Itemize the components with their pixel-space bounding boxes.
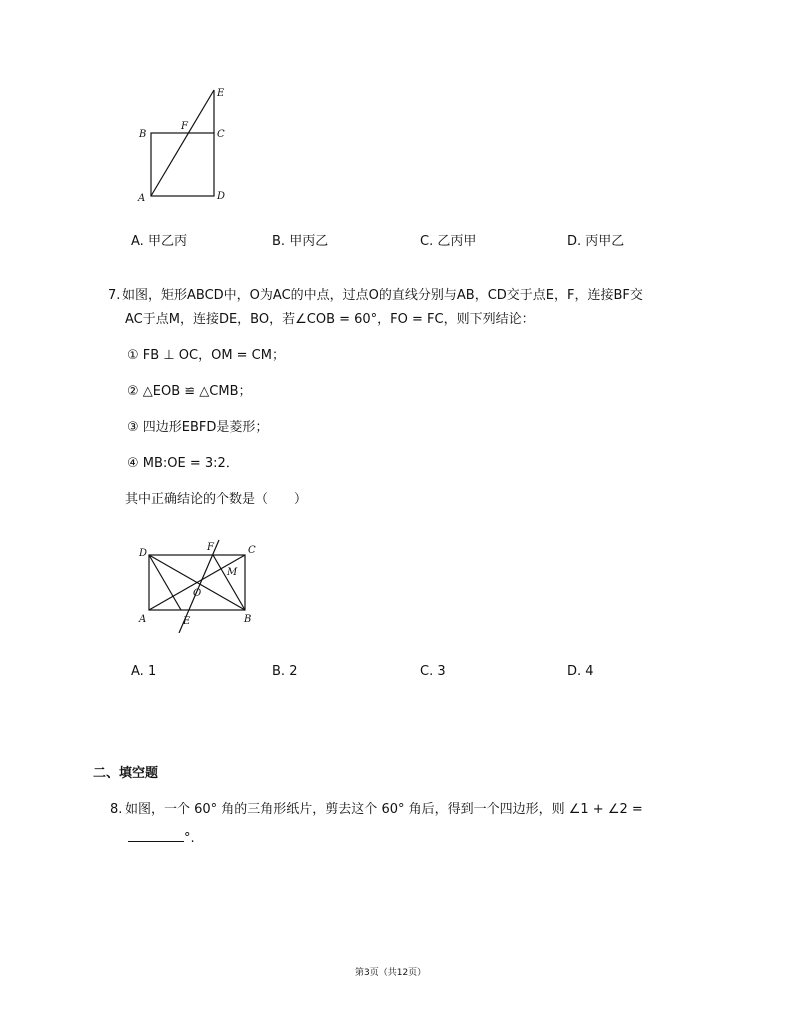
q8-line1: 如图，一个 60° 角的三角形纸片，剪去这个 60° 角后，得到一个四边形，则 ∠1 + ∠2 = <box>125 802 643 817</box>
q8-number: 8. <box>110 802 123 817</box>
q6-option-d[interactable]: D. 丙甲乙 <box>567 234 625 249</box>
label-d: D <box>217 191 226 202</box>
label-m2: M <box>227 567 238 578</box>
q7-question: 其中正确结论的个数是（ ） <box>125 492 308 507</box>
label-a2: A <box>139 614 147 625</box>
label-f2: F <box>207 542 214 553</box>
q7-conclusion-4: ④ MB:OE = 3:2． <box>127 456 239 471</box>
segment-bf <box>213 555 245 610</box>
q7-conclusion-2: ② △EOB ≌ △CMB； <box>127 384 252 399</box>
q6-option-c[interactable]: C. 乙丙甲 <box>420 234 477 249</box>
label-c: C <box>217 129 225 140</box>
label-d2: D <box>139 548 148 559</box>
q7-option-b[interactable]: B. 2 <box>272 664 298 679</box>
q7-option-c[interactable]: C. 3 <box>420 664 446 679</box>
q8-suffix: °. <box>184 831 195 846</box>
label-b: B <box>139 129 147 140</box>
q6-option-a[interactable]: A. 甲乙丙 <box>131 234 187 249</box>
section-title-fill-in: 二、填空题 <box>93 766 159 781</box>
q6-option-b[interactable]: B. 甲丙乙 <box>272 234 329 249</box>
q7-option-a[interactable]: A. 1 <box>131 664 157 679</box>
label-e2: E <box>183 616 191 627</box>
label-b2: B <box>244 614 252 625</box>
q8-answer-blank[interactable] <box>128 829 184 842</box>
q7-option-d[interactable]: D. 4 <box>567 664 594 679</box>
label-a: A <box>138 193 146 204</box>
q7-line1: 如图，矩形ABCD中，O为AC的中点，过点O的直线分别与AB，CD交于点E，F，连接BF交 <box>122 288 643 303</box>
label-e: E <box>217 88 225 99</box>
q7-conclusion-3: ③ 四边形EBFD是菱形； <box>127 420 269 435</box>
q8-answer-line <box>128 829 195 848</box>
label-o2: O <box>193 588 202 599</box>
label-f: F <box>181 121 188 132</box>
q7-line2: AC于点M，连接DE，BO，若∠COB = 60°，FO = FC，则下列结论： <box>125 312 535 327</box>
q7-conclusion-1: ① FB ⊥ OC，OM = CM； <box>127 348 285 363</box>
q7-number: 7. <box>108 288 121 303</box>
figure-rectangle-diagram <box>135 538 265 633</box>
label-c2: C <box>248 545 256 556</box>
figure-square-diagram <box>130 82 240 207</box>
segment-ae <box>151 90 214 196</box>
segment-de <box>149 555 181 610</box>
page-footer: 第3页（共12页） <box>355 968 427 978</box>
